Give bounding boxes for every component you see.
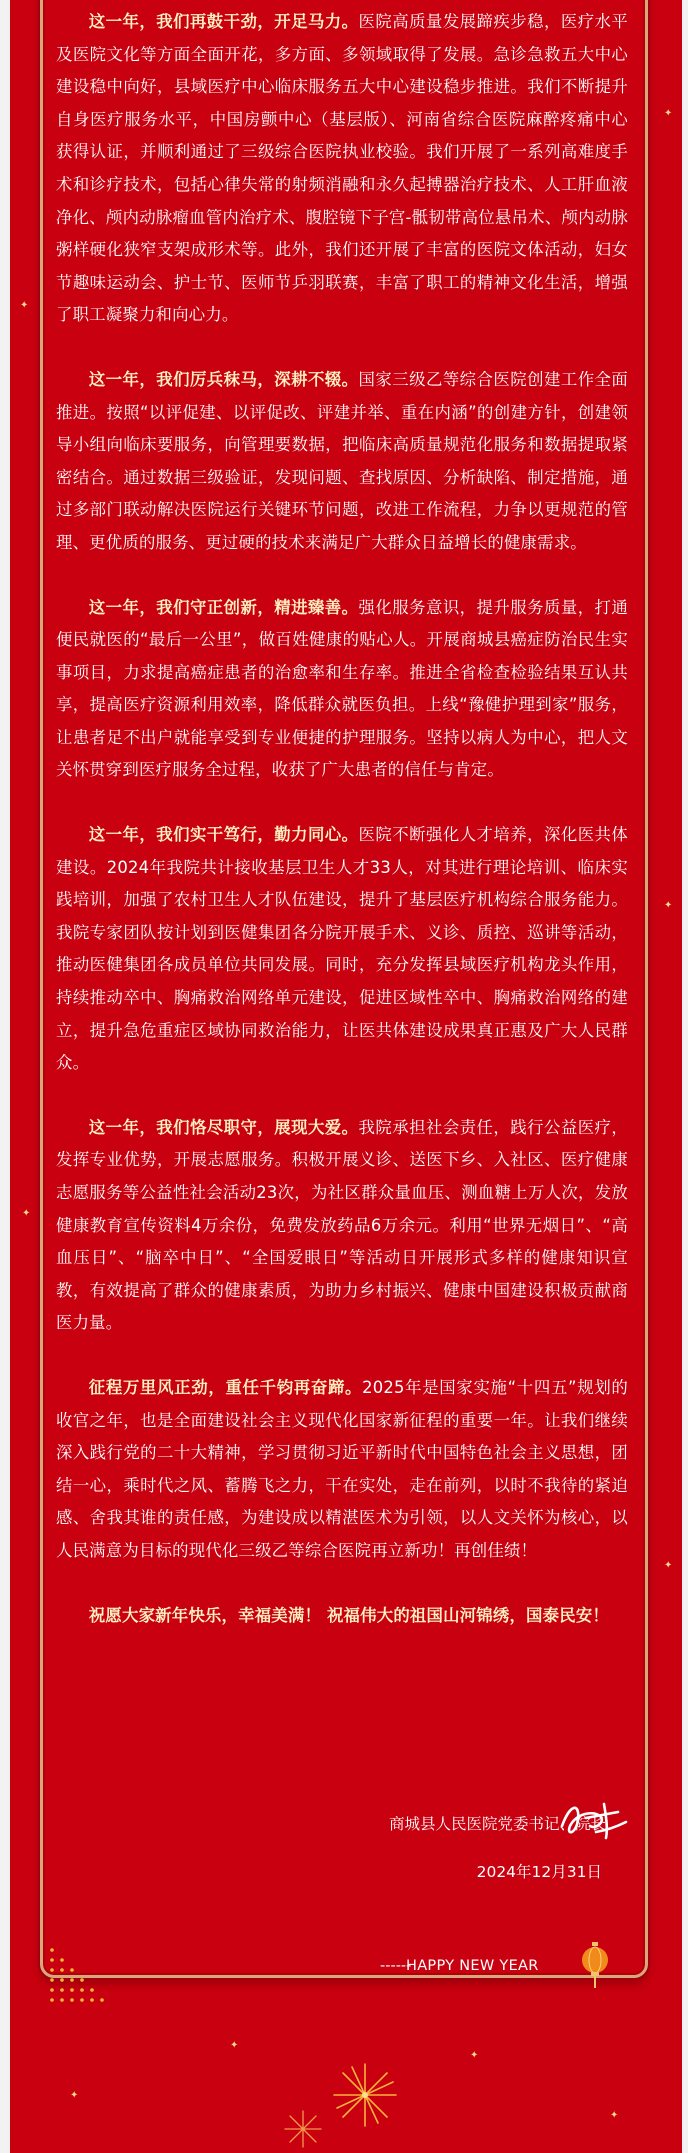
sparkle-icon: ✦ <box>22 1208 31 1219</box>
sparkle-icon: ✦ <box>664 108 673 119</box>
signature-title: 商城县人民医院党委书记、院长 <box>388 1815 606 1833</box>
firework-icon <box>330 2060 400 2130</box>
sparkle-icon: ✦ <box>664 1560 673 1571</box>
dot-pattern-icon <box>48 1946 108 2006</box>
paragraph-text: 医院不断强化人才培养，深化医共体建设。2024年我院共计接收基层卫生人才33人，对其进行理论培训、临床实践培训，加强了农村卫生人才队伍建设，提升了基层医疗机构综合服务能力。我院专家团队按计划到医健集团各分院开展手术、义诊、质控、巡讲等活动，推动医健集团各成员单位共同发展。同时，充分发挥县域医疗机构龙头作用，持续推动卒中、胸痛救治网络单元建设，促进区域性卒中、胸痛救治网络的建立，提升急危重症区域协同救治能力，让医共体建设成果真正惠及广大人民群众。 <box>56 825 628 1073</box>
paragraph-4 <box>56 819 628 1080</box>
paragraph-text: 我院承担社会责任，践行公益医疗，发挥专业优势，开展志愿服务。积极开展义诊、送医下乡、入社区、医疗健康志愿服务等公益性社会活动23次，为社区群众量血压、测血糖上万人次，发放健康教育宣传资料4万余份，免费发放药品6万余元。利用“世界无烟日”、“高血压日”、“脑卒中日”、“全国爱眼日”等活动日开展形式多样的健康知识宣教，有效提高了群众的健康素质，为助力乡村振兴、健康中国建设积极贡献商医力量。 <box>56 1117 628 1333</box>
lantern-icon <box>580 1942 610 1990</box>
paragraph-lead: 这一年，我们恪尽职守，展现大爱。 <box>88 1117 359 1137</box>
paragraph-2 <box>56 364 628 560</box>
paragraph-text: 医院高质量发展蹄疾步稳，医疗水平及医院文化等方面全面开花，多方面、多领域取得了发展。急诊急救五大中心建设稳中向好，县域医疗中心临床服务五大中心建设稳步推进。我们不断提升自身医疗服务水平，中国房颤中心（基层版）、河南省综合医院麻醉疼痛中心获得认证，并顺利通过了三级综合医院执业校验。我们开展了一系列高难度手术和诊疗技术，包括心律失常的射频消融和永久起搏器治疗技术、人工肝血液净化、颅内动脉瘤血管内治疗术、腹腔镜下子宫-骶韧带高位悬吊术、颅内动脉粥样硬化狭窄支架成形术等。此外，我们还开展了丰富的医院文体活动，妇女节趣味运动会、护士节、医师节乒羽联赛，丰富了职工的精神文化生活，增强了职工凝聚力和向心力。 <box>56 12 628 325</box>
left-margin-strip <box>0 0 10 2153</box>
greeting-dash: ------ <box>380 1958 412 1974</box>
new-year-wish: 祝愿大家新年快乐，幸福美满！ 祝福伟大的祖国山河锦绣，国泰民安！ <box>88 1605 610 1625</box>
letter-body <box>56 6 628 1664</box>
paragraph-lead: 这一年，我们守正创新，精进臻善。 <box>88 597 359 617</box>
sparkle-icon: ✦ <box>70 2090 79 2101</box>
sparkle-icon: ✦ <box>230 2040 239 2051</box>
firework-icon <box>282 2108 324 2150</box>
sparkle-icon: ✦ <box>20 300 29 311</box>
sparkle-icon: ✦ <box>664 900 673 911</box>
sparkle-icon: ✦ <box>610 2110 619 2121</box>
paragraph-text: 国家三级乙等综合医院创建工作全面推进。按照“以评促建、以评促改、评建并举、重在内涵”的创建方针，创建领导小组向临床要服务，向管理要数据，把临床高质量规范化服务和数据提取紧密结合。通过数据三级验证，发现问题、查找原因、分析缺陷、制定措施，通过多部门联动解决医院运行关键环节问题，改进工作流程，力争以更规范的管理、更优质的服务、更过硬的技术来满足广大群众日益增长的健康需求。 <box>56 369 628 552</box>
paragraph-1 <box>56 6 628 332</box>
paragraph-lead: 这一年，我们再鼓干劲，开足马力。 <box>88 12 359 31</box>
letter-date: 2024年12月31日 <box>476 1863 602 1881</box>
paragraph-6 <box>56 1372 628 1568</box>
paragraph-lead: 这一年，我们实干笃行，勤力同心。 <box>88 825 359 845</box>
happy-new-year-text: HAPPY NEW YEAR <box>406 1958 539 1974</box>
paragraph-lead: 这一年，我们厉兵秣马，深耕不辍。 <box>88 369 359 389</box>
paragraph-text: 强化服务意识，提升服务质量，打通便民就医的“最后一公里”，做百姓健康的贴心人。开展商城县癌症防治民生实事项目，力求提高癌症患者的治愈率和生存率。推进全省检查检验结果互认共享，提高医疗资源利用效率，降低群众就医负担。上线“豫健护理到家”服务，让患者足不出户就能享受到专业便捷的护理服务。坚持以病人为中心，把人文关怀贯穿到医疗服务全过程，收获了广大患者的信任与肯定。 <box>56 597 628 780</box>
paragraph-lead: 征程万里风正劲，重任千钧再奋蹄。 <box>88 1377 363 1397</box>
paragraph-5 <box>56 1112 628 1340</box>
paragraph-3 <box>56 592 628 788</box>
handwritten-signature-icon <box>556 1796 630 1842</box>
paragraph-text: 2025年是国家实施“十四五”规划的收官之年，也是全面建设社会主义现代化国家新征程的重要一年。让我们继续深入践行党的二十大精神，学习贯彻习近平新时代中国特色社会主义思想，团结一心，乘时代之风、蓄腾飞之力，干在实处，走在前列，以时不我待的紧迫感、舍我其谁的责任感，为建设成以精湛医术为引领，以人文关怀为核心，以人民满意为目标的现代化三级乙等综合医院再立新功！再创佳绩！ <box>56 1377 628 1560</box>
right-margin-strip <box>682 0 688 2153</box>
sparkle-icon: ✦ <box>470 2050 479 2061</box>
